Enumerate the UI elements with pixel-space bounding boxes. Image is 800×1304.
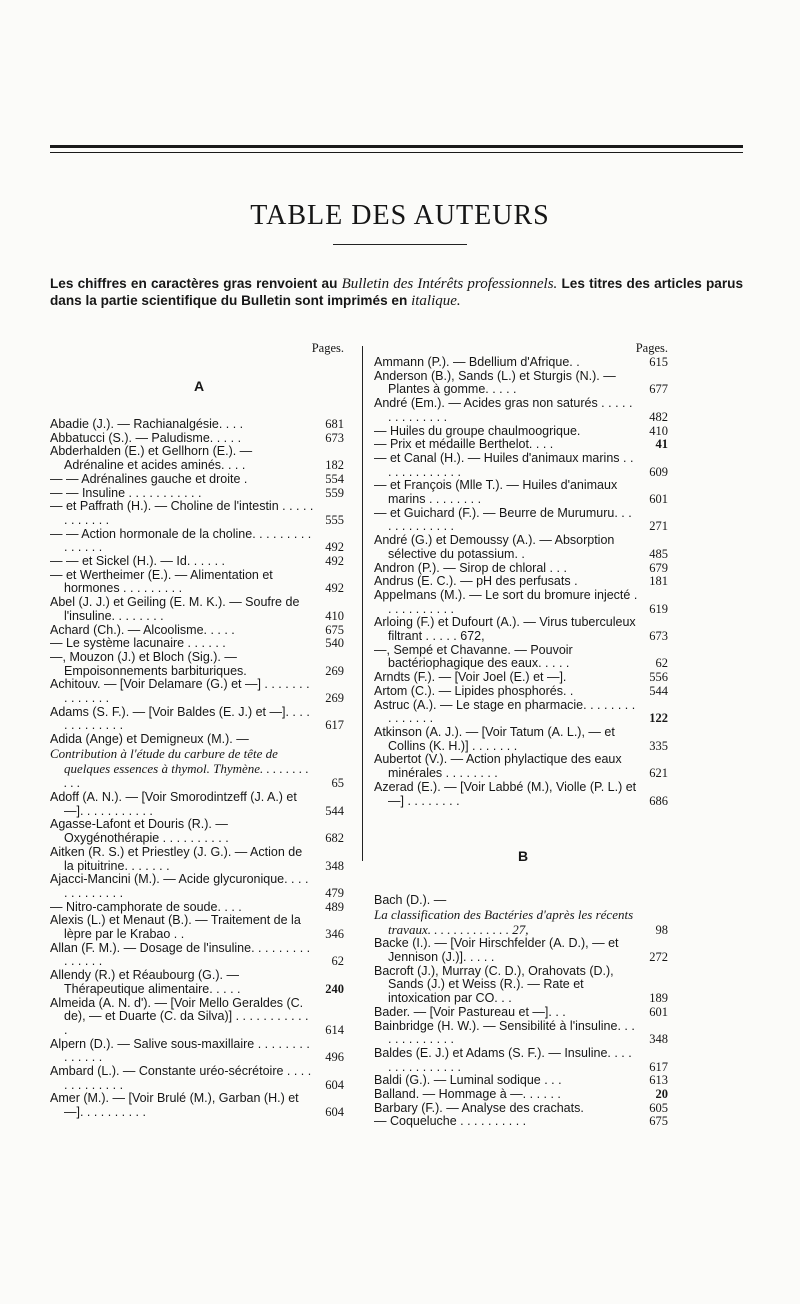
entry-page-number: 410 xyxy=(325,608,344,623)
right-entries-list-b xyxy=(374,894,672,1129)
index-entry xyxy=(374,1088,672,1102)
entry-page-number: 240 xyxy=(325,981,344,996)
page-title: TABLE DES AUTEURS xyxy=(250,200,550,231)
index-entry xyxy=(374,562,672,576)
index-entry xyxy=(50,747,348,791)
intro-text-1: Les chiffres en caractères gras renvoient au xyxy=(50,276,342,291)
index-entry xyxy=(374,1115,672,1129)
entry-text: Baldes (E. J.) et Adams (S. F.). — Insuline. . . . . . . . . . . . . . . xyxy=(374,1045,632,1074)
index-entry xyxy=(374,699,672,726)
title-underline xyxy=(333,244,467,245)
entry-text: Alexis (L.) et Menaut (B.). — Traitement de la lèpre par le Krabao . . xyxy=(50,913,301,942)
entry-page-number: 189 xyxy=(649,991,668,1006)
index-entry xyxy=(50,1092,348,1119)
entry-page-number: 601 xyxy=(649,1004,668,1019)
index-entry xyxy=(374,726,672,753)
index-entry xyxy=(50,432,348,446)
entry-text: — — Adrénalines gauche et droite . xyxy=(50,471,248,486)
entry-page-number: 41 xyxy=(655,437,668,452)
entry-page-number: 479 xyxy=(325,885,344,900)
index-entry xyxy=(374,644,672,671)
entry-text: —, Sempé et Chavanne. — Pouvoir bactériophagique des eaux. . . . . xyxy=(374,642,573,671)
entry-text: Adams (S. F.). — [Voir Baldes (E. J.) et —]. . . . . . . . . . . . . xyxy=(50,704,310,733)
entry-text: Adoff (A. N.). — [Voir Smorodintzeff (J. A.) et —]. . . . . . . . . . . xyxy=(50,789,297,818)
entry-page-number: 65 xyxy=(331,776,344,791)
entry-text: Atkinson (A. J.). — [Voir Tatum (A. L.), — et Collins (K. H.)] . . . . . . . xyxy=(374,724,615,753)
entry-text: — et Wertheimer (E.). — Alimentation et hormones . . . . . . . . . xyxy=(50,567,273,596)
entry-page-number: 555 xyxy=(325,512,344,527)
intro-italic-2: italique. xyxy=(411,292,461,309)
index-entry xyxy=(50,678,348,705)
entry-text: Ambard (L.). — Constante uréo-sécrétoire . . . . . . . . . . . . . xyxy=(50,1064,312,1092)
entry-text: Andron (P.). — Sirop de chloral . . . xyxy=(374,560,567,575)
right-column xyxy=(374,340,672,1129)
index-entry xyxy=(50,969,348,996)
entry-text: Barbary (F.). — Analyse des crachats. xyxy=(374,1100,584,1115)
entry-text: — — et Sickel (H.). — Id. . . . . . xyxy=(50,554,226,569)
entry-text: — et Paffrath (H.). — Choline de l'intestin . . . . . . . . . . . . xyxy=(50,499,314,527)
entry-text: Agasse-Lafont et Douris (R.). — Oxygénothérapie . . . . . . . . . . xyxy=(50,817,229,846)
index-entry xyxy=(374,616,672,643)
entry-page-number: 559 xyxy=(325,485,344,500)
index-entry xyxy=(50,1065,348,1092)
index-entry xyxy=(50,914,348,941)
entry-page-number: 492 xyxy=(325,540,344,555)
entry-page-number: 182 xyxy=(325,458,344,473)
entry-page-number: 617 xyxy=(649,1059,668,1074)
entry-text: — et Canal (H.). — Huiles d'animaux marins . . . . . . . . . . . . . xyxy=(374,450,634,479)
column-divider xyxy=(362,346,363,861)
entry-page-number: 271 xyxy=(649,519,668,534)
entry-text: Adida (Ange) et Demigneux (M.). — xyxy=(50,732,249,747)
entry-text: Alpern (D.). — Salive sous-maxillaire . . . . . . . . . . . . . . xyxy=(50,1036,310,1065)
entry-page-number: 614 xyxy=(325,1022,344,1037)
left-column xyxy=(50,340,348,1120)
index-entry xyxy=(50,528,348,555)
entry-text: Allan (F. M.). — Dosage de l'insuline. . . . . . . . . . . . . . . xyxy=(50,940,311,969)
entry-page-number: 613 xyxy=(649,1073,668,1088)
index-entry xyxy=(374,479,672,506)
entry-text: Azerad (E.). — [Voir Labbé (M.), Violle (P. L.) et —] . . . . . . . . xyxy=(374,779,637,808)
index-entry xyxy=(374,397,672,424)
index-entry xyxy=(374,753,672,780)
index-entry xyxy=(374,1102,672,1116)
index-entry xyxy=(50,487,348,501)
index-entry xyxy=(374,894,672,908)
index-entry xyxy=(374,356,672,370)
index-entry xyxy=(50,873,348,900)
entry-text: Abadie (J.). — Rachianalgésie. . . . xyxy=(50,417,244,431)
entry-page-number: 544 xyxy=(325,803,344,818)
index-entry xyxy=(374,1074,672,1088)
entry-page-number: 20 xyxy=(655,1087,668,1102)
index-entry xyxy=(374,425,672,439)
entry-text: Appelmans (M.). — Le sort du bromure injecté . . . . . . . . . . . xyxy=(374,587,638,616)
entry-page-number: 482 xyxy=(649,409,668,424)
left-entries-list xyxy=(50,418,348,1120)
intro-italic-1: Bulletin des Intérêts professionnels. xyxy=(341,276,558,292)
entry-page-number: 544 xyxy=(649,683,668,698)
entry-text: André (Em.). — Acides gras non saturés . . . . . . . . . . . . . . xyxy=(374,396,633,424)
entry-text: Backe (I.). — [Voir Hirschfelder (A. D.), — et Jennison (J.)]. . . . . xyxy=(374,936,619,965)
entry-page-number: 679 xyxy=(649,560,668,575)
entry-text: Anderson (B.), Sands (L.) et Sturgis (N.). — Plantes à gomme. . . . . xyxy=(374,368,616,397)
entry-text: — — Action hormonale de la choline. . . . . . . . . . . . . . . xyxy=(50,526,312,555)
entry-page-number: 619 xyxy=(649,601,668,616)
index-entry xyxy=(374,370,672,397)
entry-text: Achitouv. — [Voir Delamare (G.) et —] . . . . . . . . . . . . . . xyxy=(50,677,310,706)
entry-page-number: 492 xyxy=(325,581,344,596)
index-entry xyxy=(374,1006,672,1020)
entry-page-number: 609 xyxy=(649,464,668,479)
index-entry xyxy=(50,942,348,969)
entry-text: Baldi (G.). — Luminal sodique . . . xyxy=(374,1073,562,1088)
index-entry xyxy=(374,1047,672,1074)
entry-text: — Huiles du groupe chaulmoogrique. xyxy=(374,423,581,438)
index-entry xyxy=(374,438,672,452)
entry-page-number: 677 xyxy=(649,382,668,397)
entry-page-number: 181 xyxy=(649,574,668,589)
entry-text: Abderhalden (E.) et Gellhorn (E.). — Adrénaline et acides aminés. . . . xyxy=(50,444,253,473)
entry-text: Abbatucci (S.). — Paludisme. . . . . xyxy=(50,430,242,445)
top-rule-thin xyxy=(50,152,743,153)
index-entry xyxy=(50,651,348,678)
entry-page-number: 686 xyxy=(649,793,668,808)
index-entry xyxy=(50,555,348,569)
index-entry xyxy=(374,575,672,589)
entry-page-number: 62 xyxy=(655,656,668,671)
entry-page-number: 335 xyxy=(649,738,668,753)
entry-page-number: 681 xyxy=(325,417,344,431)
entry-page-number: 556 xyxy=(649,670,668,685)
entry-page-number: 617 xyxy=(325,718,344,733)
index-entry xyxy=(374,685,672,699)
entry-text: Aubertot (V.). — Action phylactique des eaux minérales . . . . . . . . xyxy=(374,752,622,781)
intro-text-2: Les titres des articles parus dans la partie scientifique du Bulletin sont imprimés en xyxy=(50,276,743,308)
entry-page-number: 682 xyxy=(325,831,344,846)
index-entry xyxy=(50,637,348,651)
entry-page-number: 673 xyxy=(325,430,344,445)
entry-page-number: 675 xyxy=(325,622,344,637)
index-entry xyxy=(50,901,348,915)
index-entry xyxy=(374,452,672,479)
entry-text: Arloing (F.) et Dufourt (A.). — Virus tuberculeux filtrant . . . . . 672, xyxy=(374,615,636,644)
entry-text: Astruc (A.). — Le stage en pharmacie. . . . . . . . . . . . . . . xyxy=(374,697,636,726)
entry-text: —, Mouzon (J.) et Bloch (Sig.). — Empoisonnements barbituriques. xyxy=(50,649,247,678)
index-entry xyxy=(50,1038,348,1065)
entry-text: Ajacci-Mancini (M.). — Acide glycuronique. . . . . . . . . . . . . xyxy=(50,872,309,900)
right-entries-list-a xyxy=(374,356,672,808)
entry-page-number: 604 xyxy=(325,1077,344,1092)
index-entry xyxy=(50,624,348,638)
entry-page-number: 675 xyxy=(649,1114,668,1129)
pages-header-left: Pages. xyxy=(311,341,344,355)
entry-text: — Le système lacunaire . . . . . . xyxy=(50,636,226,651)
index-entry xyxy=(50,791,348,818)
index-entry xyxy=(50,818,348,845)
index-entry xyxy=(374,1020,672,1047)
entry-page-number: 62 xyxy=(331,954,344,969)
entry-page-number: 348 xyxy=(325,858,344,873)
entry-page-number: 122 xyxy=(649,711,668,726)
index-entry xyxy=(50,997,348,1038)
entry-text: — Nitro-camphorate de soude. . . . xyxy=(50,899,242,914)
entry-text: Abel (J. J.) et Geiling (E. M. K.). — Soufre de l'insuline. . . . . . . . xyxy=(50,595,300,623)
entry-page-number: 485 xyxy=(649,546,668,561)
entry-page-number: 673 xyxy=(649,629,668,644)
entry-text: Artom (C.). — Lipides phosphorés. . xyxy=(374,683,574,698)
entry-text: Contribution à l'étude du carbure de tête de quelques essences à thymol. Thymène. . . . . . . . . . . xyxy=(50,745,309,791)
entry-text: — Coqueluche . . . . . . . . . . xyxy=(374,1114,527,1129)
entry-page-number: 554 xyxy=(325,471,344,486)
entry-text: Ammann (P.). — Bdellium d'Afrique. . xyxy=(374,355,580,369)
entry-text: — Prix et médaille Berthelot. . . . xyxy=(374,437,554,452)
index-entry xyxy=(374,965,672,1006)
entry-page-number: 272 xyxy=(649,950,668,965)
entry-text: Achard (Ch.). — Alcoolisme. . . . . xyxy=(50,622,235,637)
index-entry xyxy=(50,500,348,527)
section-letter-b: B xyxy=(517,848,529,865)
entry-text: André (G.) et Demoussy (A.). — Absorption sélective du potassium. . xyxy=(374,533,615,561)
entry-page-number: 98 xyxy=(655,922,668,937)
entry-page-number: 269 xyxy=(325,691,344,706)
entry-page-number: 601 xyxy=(649,492,668,507)
index-entry xyxy=(50,569,348,596)
entry-text: — et François (Mlle T.). — Huiles d'animaux marins . . . . . . . . xyxy=(374,478,618,507)
entry-text: Almeida (A. N. d'). — [Voir Mello Geraldes (C. de), — et Duarte (C. da Silva)] . . . . . . . . . . . . xyxy=(50,995,309,1037)
entry-page-number: 348 xyxy=(649,1032,668,1047)
section-letter-a: A xyxy=(193,378,205,394)
entry-page-number: 346 xyxy=(325,927,344,942)
entry-text: Aitken (R. S.) et Priestley (J. G.). — Action de la pituitrine. . . . . . . xyxy=(50,844,303,873)
entry-text: Arndts (F.). — [Voir Joel (E.) et —]. xyxy=(374,670,567,685)
entry-text: Bainbridge (H. W.). — Sensibilité à l'insuline. . . . . . . . . . . . . xyxy=(374,1018,635,1047)
index-entry xyxy=(374,507,672,534)
entry-page-number: 605 xyxy=(649,1100,668,1115)
index-entry xyxy=(374,908,672,937)
entry-page-number: 489 xyxy=(325,899,344,914)
pages-header-right: Pages. xyxy=(635,341,668,355)
entry-text: Andrus (E. C.). — pH des perfusats . xyxy=(374,574,578,589)
entry-text: Bach (D.). — xyxy=(374,893,447,908)
entry-page-number: 615 xyxy=(649,355,668,369)
entry-page-number: 410 xyxy=(649,423,668,438)
index-entry xyxy=(374,937,672,964)
index-entry xyxy=(374,781,672,808)
index-entry xyxy=(50,596,348,623)
entry-page-number: 604 xyxy=(325,1105,344,1120)
entry-text: Balland. — Hommage à —. . . . . . xyxy=(374,1087,561,1102)
index-entry xyxy=(50,846,348,873)
entry-page-number: 269 xyxy=(325,663,344,678)
entry-text: — et Guichard (F.). — Beurre de Murumuru. . . . . . . . . . . . . xyxy=(374,505,632,534)
index-entry xyxy=(374,589,672,616)
top-rule-thick xyxy=(50,145,743,148)
entry-text: Allendy (R.) et Réaubourg (G.). — Thérapeutique alimentaire. . . . . xyxy=(50,968,241,996)
entry-text: La classification des Bactéries d'après les récents travaux. . . . . . . . . . . . . 27, xyxy=(374,906,634,937)
index-entry xyxy=(50,445,348,472)
index-entry xyxy=(374,534,672,561)
intro-paragraph xyxy=(50,276,743,309)
index-entry xyxy=(50,733,348,747)
entry-text: Bacroft (J.), Murray (C. D.), Orahovats (D.), Sands (J.) et Weiss (R.). — Rate et intoxication par CO. . . xyxy=(374,963,614,1006)
index-entry xyxy=(50,473,348,487)
entry-page-number: 496 xyxy=(325,1050,344,1065)
entry-page-number: 492 xyxy=(325,554,344,569)
index-entry xyxy=(50,418,348,432)
entry-text: Amer (M.). — [Voir Brulé (M.), Garban (H.) et —]. . . . . . . . . . xyxy=(50,1091,299,1120)
index-entry xyxy=(50,706,348,733)
index-entry xyxy=(374,671,672,685)
entry-page-number: 621 xyxy=(649,766,668,781)
entry-page-number: 540 xyxy=(325,636,344,651)
entry-text: — — Insuline . . . . . . . . . . . xyxy=(50,485,202,500)
entry-text: Bader. — [Voir Pastureau et —]. . . xyxy=(374,1004,566,1019)
